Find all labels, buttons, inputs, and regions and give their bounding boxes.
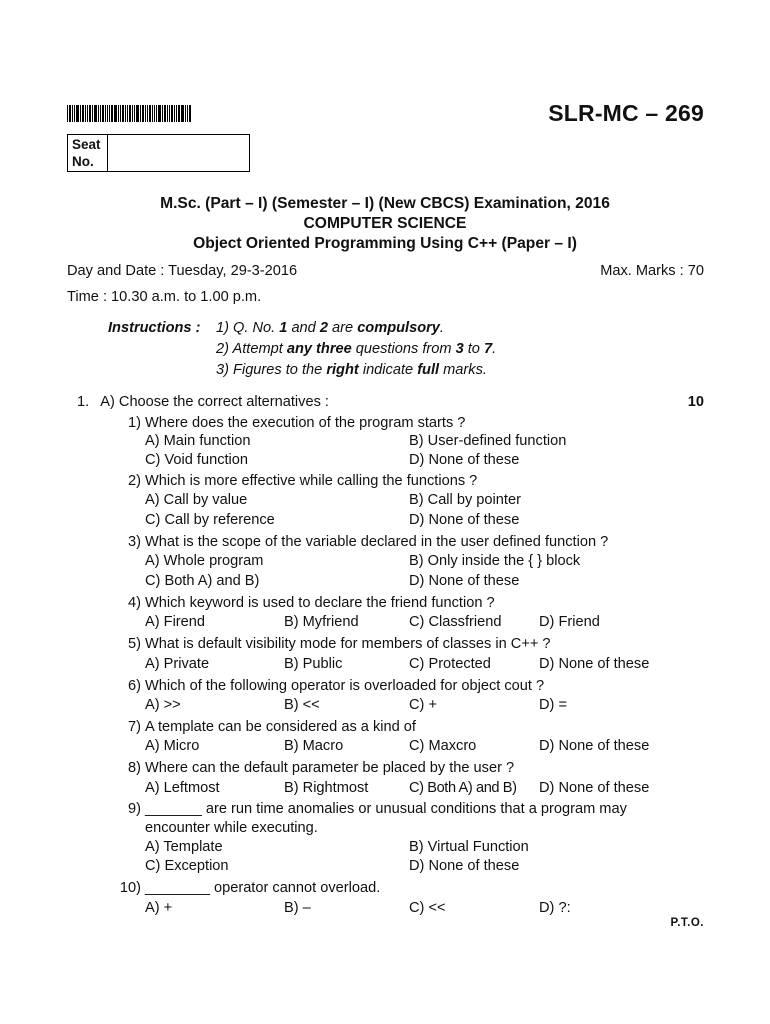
barcode-bar xyxy=(80,105,81,122)
option: A) Template xyxy=(145,839,223,855)
option: A) Micro xyxy=(145,738,200,754)
pto-label: P.T.O. xyxy=(670,917,704,929)
barcode-bar xyxy=(174,105,175,122)
option: B) Only inside the { } block xyxy=(409,553,581,569)
option: B) Myfriend xyxy=(284,614,359,630)
option: A) Leftmost xyxy=(145,780,220,796)
barcode-bar xyxy=(105,105,106,122)
option: A) Private xyxy=(145,656,210,672)
barcode-bar xyxy=(89,105,91,122)
barcode-bar xyxy=(118,105,119,122)
option: C) Both A) and B) xyxy=(145,573,260,589)
option: A) >> xyxy=(145,697,181,713)
option: A) Main function xyxy=(145,433,251,449)
mcq-item: 3) What is the scope of the variable declared in the user defined function ? xyxy=(128,534,609,550)
barcode-bar xyxy=(132,105,133,122)
instruction-3: 3) Figures to the right indicate full marks. xyxy=(216,362,487,378)
barcode-bar xyxy=(109,105,110,122)
question-1-header xyxy=(77,393,704,411)
subject-title: COMPUTER SCIENCE xyxy=(303,215,467,232)
barcode-bar xyxy=(171,105,173,122)
option: C) + xyxy=(409,697,437,713)
option: C) Call by reference xyxy=(145,512,275,528)
instructions-label: Instructions : xyxy=(108,320,201,336)
barcode-bar xyxy=(149,105,151,122)
barcode-bar xyxy=(122,105,124,122)
barcode-bar xyxy=(114,105,117,122)
option: B) User-defined function xyxy=(409,433,567,449)
mcq-item-continuation: encounter while executing. xyxy=(145,820,318,836)
barcode-bar xyxy=(187,105,188,122)
option: D) None of these xyxy=(539,738,650,754)
option: D) None of these xyxy=(409,452,520,468)
option: D) None of these xyxy=(539,656,650,672)
mcq-item: 8) Where can the default parameter be placed by the user ? xyxy=(128,760,515,776)
barcode-bar xyxy=(134,105,135,122)
mcq-item: 7) A template can be considered as a kind of xyxy=(128,719,416,735)
instruction-2: 2) Attempt any three questions from 3 to 7. xyxy=(216,341,497,357)
barcode-bar xyxy=(67,105,68,122)
barcode xyxy=(67,105,213,122)
mcq-item: 9) _______ are run time anomalies or unusual conditions that a program may xyxy=(128,801,627,817)
seat-label: Seat No. xyxy=(68,135,108,171)
barcode-bar xyxy=(185,105,186,122)
option: B) Public xyxy=(284,656,343,672)
day-date: Day and Date : Tuesday, 29-3-2016 xyxy=(67,263,298,279)
barcode-bar xyxy=(181,105,184,122)
barcode-bar xyxy=(85,105,86,122)
barcode-bar xyxy=(111,105,113,122)
mcq-item: 5) What is default visibility mode for members of classes in C++ ? xyxy=(128,636,551,652)
barcode-bar xyxy=(82,105,84,122)
option: D) Friend xyxy=(539,614,600,630)
barcode-bar xyxy=(189,105,191,122)
seat-number-box xyxy=(67,134,250,172)
barcode-bar xyxy=(129,105,131,122)
option: B) – xyxy=(284,900,311,916)
paper-title: Object Oriented Programming Using C++ (Paper – I) xyxy=(193,235,577,252)
max-marks: Max. Marks : 70 xyxy=(600,263,704,279)
option: C) Maxcro xyxy=(409,738,477,754)
option: A) Whole program xyxy=(145,553,264,569)
barcode-bar xyxy=(107,105,108,122)
exam-title: M.Sc. (Part – I) (Semester – I) (New CBCS) Examination, 2016 xyxy=(160,195,610,212)
question-marks: 10 xyxy=(687,394,704,410)
option: D) None of these xyxy=(409,573,520,589)
option: A) Call by value xyxy=(145,492,248,508)
option: C) Both A) and B) xyxy=(409,780,517,796)
barcode-bar xyxy=(136,105,139,122)
instructions xyxy=(108,318,496,381)
exam-time: Time : 10.30 a.m. to 1.00 p.m. xyxy=(67,289,262,305)
option: D) ?: xyxy=(539,900,571,916)
barcode-bar xyxy=(127,105,128,122)
barcode-bar xyxy=(158,105,161,122)
barcode-bar xyxy=(167,105,168,122)
barcode-bar xyxy=(142,105,144,122)
barcode-bar xyxy=(72,105,73,122)
barcode-bar xyxy=(178,105,180,122)
paper-code: SLR-MC – 269 xyxy=(548,100,704,126)
option: C) << xyxy=(409,900,446,916)
barcode-bar xyxy=(147,105,148,122)
option: D) None of these xyxy=(409,858,520,874)
barcode-bar xyxy=(164,105,166,122)
barcode-bar xyxy=(154,105,155,122)
option: C) Classfriend xyxy=(409,614,502,630)
barcode-bar xyxy=(176,105,177,122)
barcode-bar xyxy=(94,105,97,122)
option: B) Virtual Function xyxy=(409,839,529,855)
barcode-bar xyxy=(156,105,157,122)
option: D) None of these xyxy=(539,780,650,796)
barcode-bar xyxy=(76,105,79,122)
barcode-bar xyxy=(120,105,121,122)
seat-number-field xyxy=(108,135,249,171)
mcq-item: 10) ________ operator cannot overload. xyxy=(119,880,381,896)
barcode-bar xyxy=(98,105,99,122)
barcode-bar xyxy=(102,105,104,122)
barcode-bar xyxy=(92,105,93,122)
option: B) Call by pointer xyxy=(409,492,521,508)
option: A) + xyxy=(145,900,173,916)
barcode-bar xyxy=(69,105,71,122)
barcode-bar xyxy=(125,105,126,122)
mcq-item: 4) Which keyword is used to declare the friend function ? xyxy=(128,595,495,611)
option: C) Protected xyxy=(409,656,491,672)
barcode-bar xyxy=(152,105,153,122)
barcode-bar xyxy=(100,105,101,122)
option: C) Void function xyxy=(145,452,249,468)
barcode-bar xyxy=(87,105,88,122)
option: D) None of these xyxy=(409,512,520,528)
option: B) Macro xyxy=(284,738,344,754)
option: C) Exception xyxy=(145,858,229,874)
mcq-item: 1) Where does the execution of the program starts ? xyxy=(128,415,466,431)
barcode-bar xyxy=(74,105,75,122)
barcode-bar xyxy=(140,105,141,122)
barcode-bar xyxy=(145,105,146,122)
option: A) Firend xyxy=(145,614,206,630)
option: D) = xyxy=(539,697,567,713)
mcq-item: 6) Which of the following operator is overloaded for object cout ? xyxy=(128,678,545,694)
question-part: A) Choose the correct alternatives : xyxy=(100,394,329,410)
option: B) << xyxy=(284,697,320,713)
mcq-item: 2) Which is more effective while calling the functions ? xyxy=(128,473,478,489)
barcode-bar xyxy=(169,105,170,122)
instruction-1: 1) Q. No. 1 and 2 are compulsory. xyxy=(216,320,444,336)
option: B) Rightmost xyxy=(284,780,369,796)
question-number: 1. xyxy=(77,394,90,410)
barcode-bar xyxy=(162,105,163,122)
